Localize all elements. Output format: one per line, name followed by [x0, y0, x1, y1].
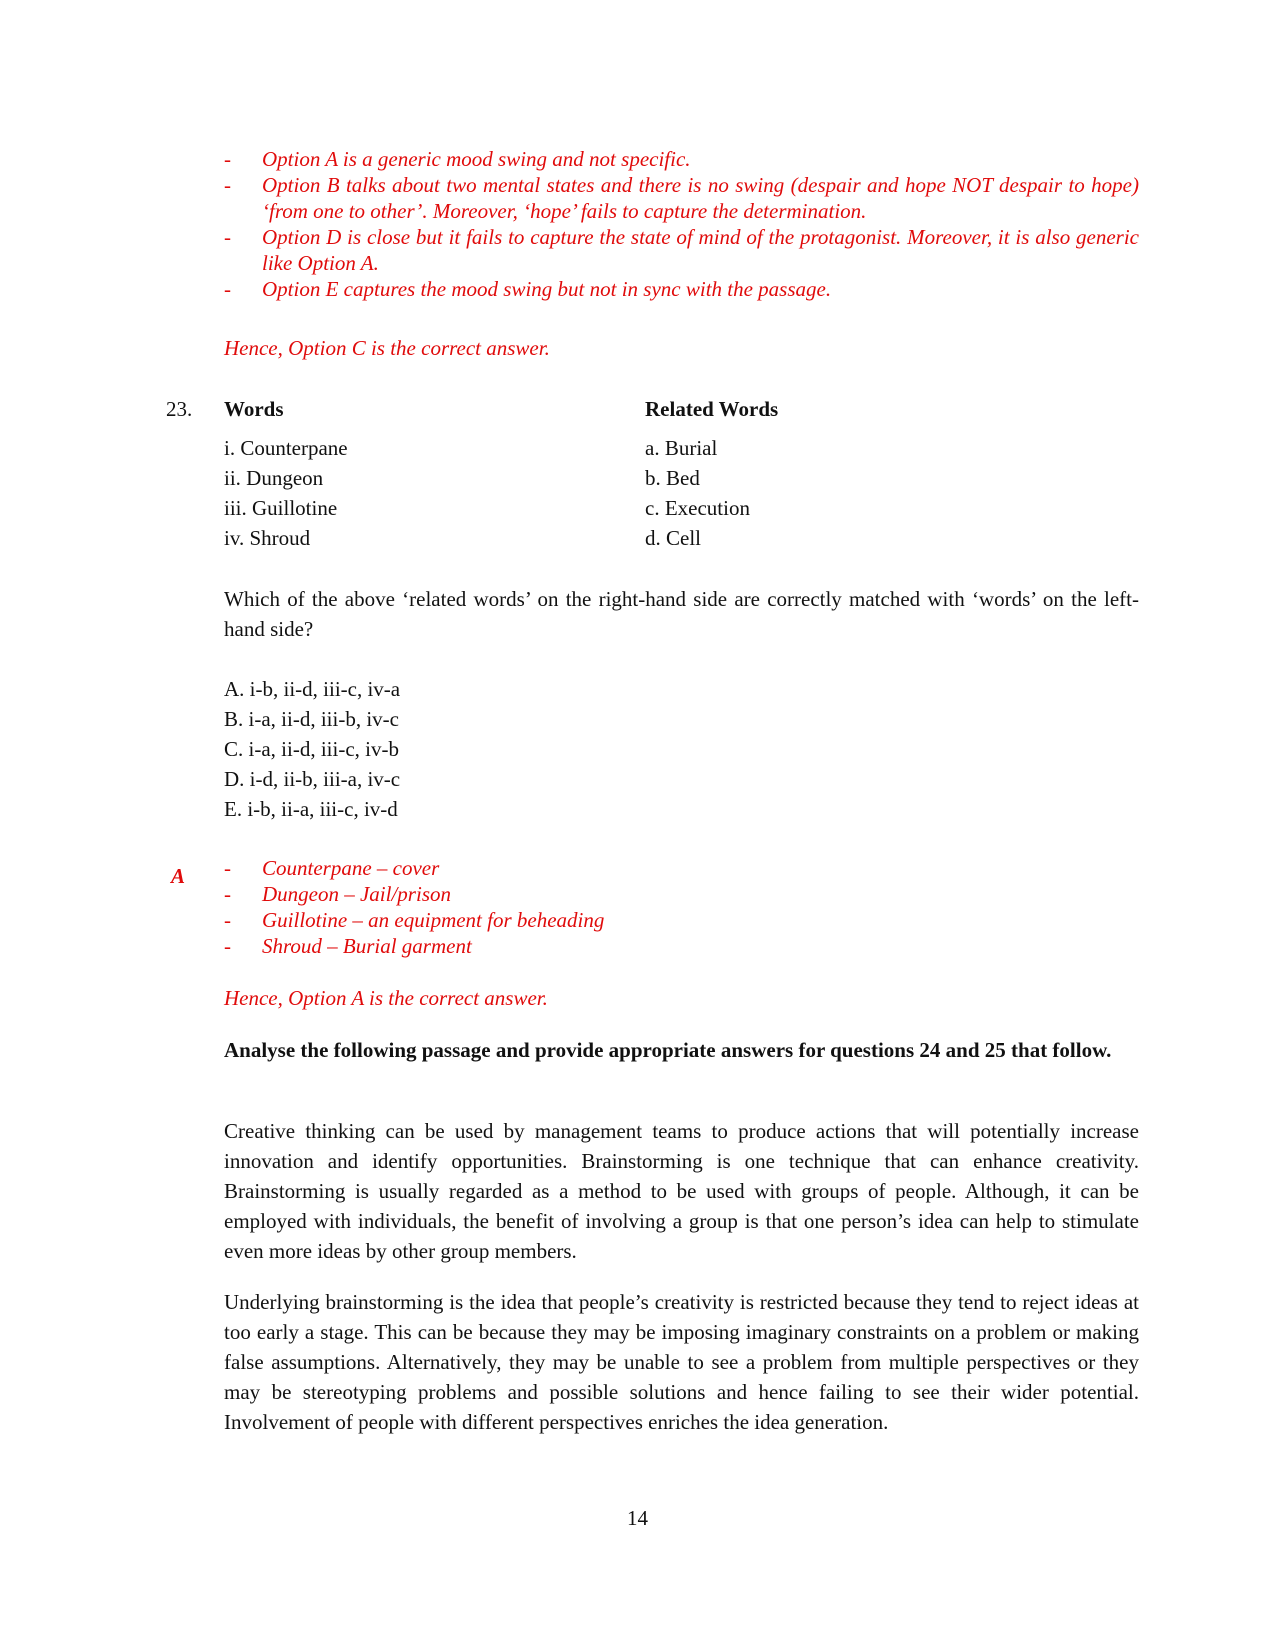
list-item: - Option E captures the mood swing but not in sync with the passage. — [224, 276, 1139, 302]
list-item: - Option A is a generic mood swing and not specific. — [224, 146, 1139, 172]
bullet-text: Shroud – Burial garment — [262, 934, 472, 958]
list-item: - Dungeon – Jail/prison — [224, 881, 1139, 907]
bullet-text: Option A is a generic mood swing and not specific. — [262, 147, 691, 171]
passage-instruction: Analyse the following passage and provide appropriate answers for questions 24 and 25 that follow. — [224, 1038, 1112, 1062]
bullet-text: Dungeon – Jail/prison — [262, 882, 451, 906]
related-words-header: Related Words — [645, 397, 779, 421]
list-item: i. Counterpane — [224, 436, 348, 460]
list-item: iii. Guillotine — [224, 496, 338, 520]
option-item: D. i-d, ii-b, iii-a, iv-c — [224, 767, 401, 791]
bullet-text: Guillotine – an equipment for beheading — [262, 908, 605, 932]
page-number: 14 — [627, 1506, 648, 1530]
q23-explanation-list — [224, 855, 1139, 959]
list-item: - Counterpane – cover — [224, 855, 1139, 881]
bullet-text: Option D is close but it fails to capture the state of mind of the protagonist. Moreover, it is also generic like Option A. — [262, 225, 1139, 275]
bullet-text: Counterpane – cover — [262, 856, 440, 880]
list-item: c. Execution — [645, 496, 750, 520]
option-item: E. i-b, ii-a, iii-c, iv-d — [224, 797, 398, 821]
related-words-list — [645, 433, 750, 553]
list-item: - Shroud – Burial garment — [224, 933, 1139, 959]
answer-letter: A — [171, 864, 186, 888]
list-item: b. Bed — [645, 466, 700, 490]
bullet-text: Option B talks about two mental states and there is no swing (despair and hope NOT despair to hope) ‘from one to other’. Moreover, ‘hope’ fails to capture the determination. — [262, 173, 1139, 223]
question-prompt: Which of the above ‘related words’ on the right-hand side are correctly matched with ‘words’ on the left-hand side? — [224, 587, 1139, 641]
q23-conclusion: Hence, Option A is the correct answer. — [224, 986, 548, 1010]
option-item: A. i-b, ii-d, iii-c, iv-a — [224, 677, 401, 701]
answer-options — [224, 674, 400, 824]
words-list — [224, 433, 348, 553]
question-number: 23. — [166, 397, 193, 421]
passage-paragraph-1: Creative thinking can be used by management teams to produce actions that will potentially increase innovation and identify opportunities. Brainstorming is one technique that can enhance creativity. Brainstorming is usually regarded as a method to be used with groups of people. Although, it can be employed with individuals, the benefit of involving a group is that one person’s idea can help to stimulate even more ideas by other group members. — [224, 1119, 1139, 1263]
list-item: - Guillotine – an equipment for beheading — [224, 907, 1139, 933]
prev-conclusion: Hence, Option C is the correct answer. — [224, 336, 550, 360]
list-item: ii. Dungeon — [224, 466, 324, 490]
option-item: B. i-a, ii-d, iii-b, iv-c — [224, 707, 399, 731]
list-item: a. Burial — [645, 436, 718, 460]
passage-paragraph-2: Underlying brainstorming is the idea that people’s creativity is restricted because they tend to reject ideas at too early a stage. This can be because they may be imposing imaginary constraints on a problem or making false assumptions. Alternatively, they may be unable to see a problem from multiple perspectives or they may be stereotyping problems and possible solutions and hence failing to see their wider potential. Involvement of people with different perspectives enriches the idea generation. — [224, 1290, 1139, 1434]
list-item: - Option D is close but it fails to capture the state of mind of the protagonist. Moreover, it is also generic like Option A. — [224, 225, 1139, 275]
prev-explanation-list — [224, 146, 1139, 302]
list-item: d. Cell — [645, 526, 701, 550]
list-item: - Option B talks about two mental states and there is no swing (despair and hope NOT despair to hope) ‘from one to other’. Moreover, ‘hope’ fails to capture the determination. — [224, 173, 1139, 223]
option-item: C. i-a, ii-d, iii-c, iv-b — [224, 737, 399, 761]
list-item: iv. Shroud — [224, 526, 311, 550]
words-header: Words — [224, 397, 284, 421]
bullet-text: Option E captures the mood swing but not in sync with the passage. — [262, 277, 832, 301]
